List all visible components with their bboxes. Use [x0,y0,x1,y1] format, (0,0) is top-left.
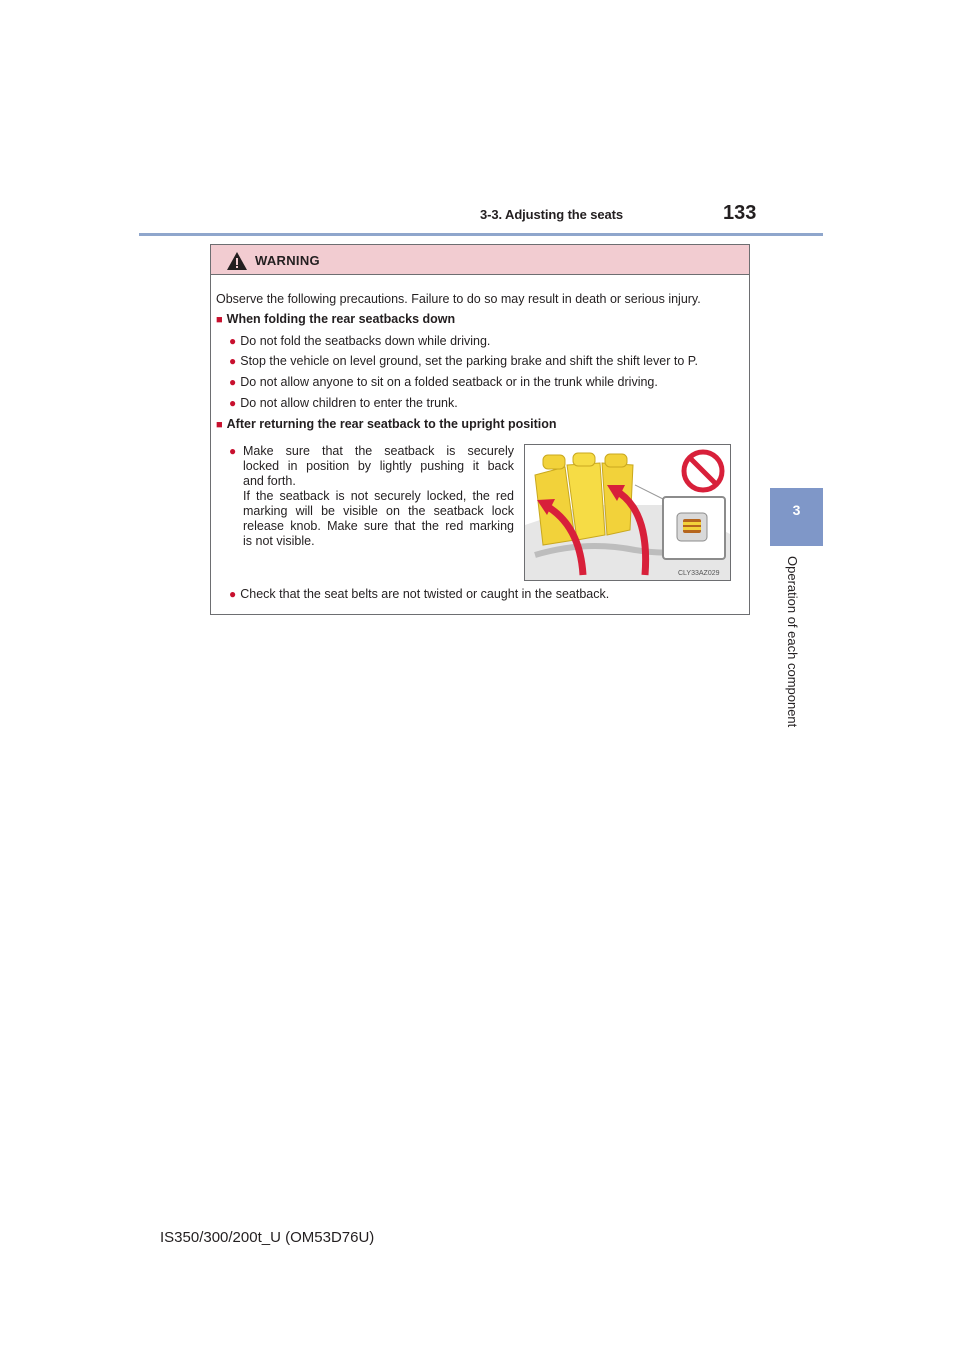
square-bullet-icon: ■ [216,419,223,431]
bullet-icon: ● [229,354,237,368]
bullet-icon: ● [229,334,237,348]
upright-paragraph: Make sure that the seatback is securely locked in position by lightly pushing it back and forth. If the seatback is not securely locked, the red marking will be visible on the seatback lock release knob. Make sure that the red marking is not visible. [243,444,514,548]
chapter-title: Operation of each component [785,556,800,728]
footer-model: IS350/300/200t_U (OM53D76U) [160,1229,375,1246]
seatback-illustration [524,444,731,581]
list-item: ● Do not fold the seatbacks down while driving. [229,334,491,348]
section-title: 3-3. Adjusting the seats [480,207,624,222]
bullet-icon: ● [229,396,237,410]
bullet-icon: ● [229,587,237,601]
list-item: ● Stop the vehicle on level ground, set the parking brake and shift the shift lever to P. [229,354,698,368]
section-heading: ■ When folding the rear seatbacks down [216,312,456,326]
section-heading: ■ After returning the rear seatback to the upright position [216,417,557,431]
warning-intro: Observe the following precautions. Failure to do so may result in death or serious injury. [216,292,701,306]
square-bullet-icon: ■ [216,314,223,326]
bullet-icon: ● [229,375,237,389]
warning-triangle-icon [226,251,248,271]
warning-label: WARNING [255,253,320,268]
header-divider [139,233,823,236]
list-item: ● Check that the seat belts are not twisted or caught in the seatback. [229,587,610,601]
list-item: ● Do not allow anyone to sit on a folded seatback or in the trunk while driving. [229,375,658,389]
rear-seat-illustration [525,445,731,581]
list-item: ● Do not allow children to enter the trunk. [229,396,458,410]
page-number: 133 [723,202,757,224]
chapter-number: 3 [792,502,801,518]
bullet-icon: ● [229,444,237,458]
illustration-code: CLY33AZ029 [678,570,720,577]
